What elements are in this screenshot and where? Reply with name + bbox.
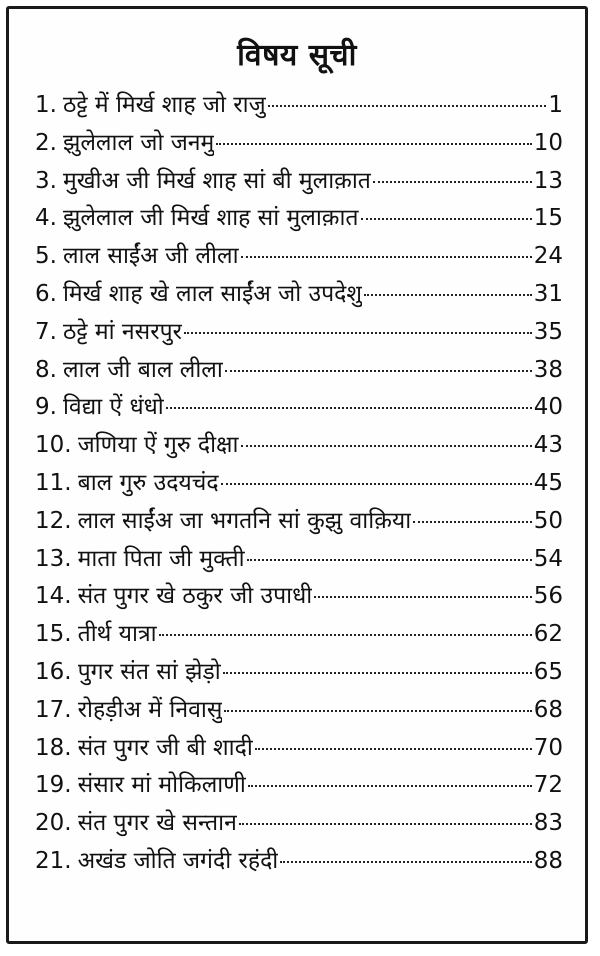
toc-entry <box>35 389 563 427</box>
toc-entry-number: 5. <box>35 243 57 270</box>
toc-entry-page-number: 72 <box>533 772 563 799</box>
toc-entry-page-number: 24 <box>533 243 563 270</box>
toc-entry <box>35 578 563 616</box>
toc-entry-title: झुलेलाल जी मिर्ख शाह सां मुलाक़ात <box>62 205 359 232</box>
toc-entry-leader-dots <box>223 671 532 674</box>
toc-entry-page-number: 62 <box>533 621 563 648</box>
toc-entry-leader-dots <box>373 180 532 183</box>
toc-entry <box>35 276 563 314</box>
toc-entry <box>35 87 563 125</box>
toc-entry-number: 15. <box>35 621 72 648</box>
toc-entry-leader-dots <box>241 444 532 447</box>
toc-entry-number: 14. <box>35 583 72 610</box>
toc-entry-title: लाल जी बाल लीला <box>62 356 223 383</box>
toc-entry-leader-dots <box>225 369 532 372</box>
toc-entry-title: मिर्ख शाह खे लाल साईंअ जो उपदेशु <box>62 280 363 307</box>
toc-entry-title: तीर्थ यात्रा <box>77 621 157 648</box>
toc-entry <box>35 503 563 541</box>
toc-entry-title: संत पुगर जी बी शादी <box>77 734 253 761</box>
toc-entry <box>35 200 563 238</box>
toc-title: विषय सूची <box>237 38 357 73</box>
toc-entry-leader-dots <box>248 784 532 787</box>
toc-entry <box>35 767 563 805</box>
toc-entry-leader-dots <box>413 520 532 523</box>
toc-entry-number: 18. <box>35 734 72 761</box>
toc-entry-page-number: 43 <box>533 432 563 459</box>
toc-entry-number: 13. <box>35 545 72 572</box>
toc-entry-leader-dots <box>216 142 531 145</box>
toc-entry-title: लाल साईंअ जी लीला <box>62 243 239 270</box>
toc-entry <box>35 352 563 390</box>
toc-entry <box>35 616 563 654</box>
toc-entry <box>35 314 563 352</box>
toc-entry-number: 12. <box>35 507 72 534</box>
toc-entry-page-number: 68 <box>533 696 563 723</box>
toc-entry-number: 3. <box>35 167 57 194</box>
toc-entry-number: 1. <box>35 92 57 118</box>
toc-entry-title: रोहड़ीअ में निवासु <box>77 696 223 723</box>
toc-entry-page-number: 88 <box>533 847 563 874</box>
toc-entry-number: 7. <box>35 318 57 345</box>
toc-entry-number: 9. <box>35 394 57 421</box>
toc-entry-number: 16. <box>35 658 72 685</box>
toc-entry-page-number: 35 <box>533 318 563 345</box>
toc-entry <box>35 692 563 730</box>
toc-entry-number: 11. <box>35 469 72 496</box>
toc-entry-leader-dots <box>159 633 532 636</box>
toc-entry-page-number: 50 <box>533 507 563 534</box>
toc-entry-leader-dots <box>364 293 532 296</box>
toc-entry <box>35 843 563 881</box>
toc-entry-leader-dots <box>247 558 532 561</box>
toc-entry-title: अखंड जोति जगंदी रहंदी <box>77 847 279 874</box>
toc-entry-page-number: 10 <box>533 129 563 156</box>
toc-entry-title: बाल गुरु उदयचंद <box>77 469 219 496</box>
toc-entry-page-number: 45 <box>533 469 563 496</box>
toc-entry-number: 20. <box>35 810 72 837</box>
toc-entry <box>35 541 563 579</box>
toc-entry-title: मुखीअ जी मिर्ख शाह सां बी मुलाक़ात <box>62 167 371 194</box>
toc-entry-page-number: 1 <box>548 92 563 118</box>
toc-entry-title: झुलेलाल जो जनमु <box>62 129 215 156</box>
toc-entry-number: 10. <box>35 432 72 459</box>
toc-entry-title: विद्या ऐं धंधो <box>62 394 164 421</box>
toc-entry-leader-dots <box>361 217 532 220</box>
toc-entry-leader-dots <box>166 406 532 409</box>
toc-entry <box>35 427 563 465</box>
toc-entry-page-number: 65 <box>533 658 563 685</box>
toc-entry-number: 21. <box>35 847 72 874</box>
toc-entry-page-number: 83 <box>533 810 563 837</box>
toc-entry-title: संत पुगर खे ठकुर जी उपाधी <box>77 583 313 610</box>
toc-entry <box>35 730 563 768</box>
toc-entry-page-number: 31 <box>533 280 563 307</box>
toc-entry-page-number: 15 <box>533 205 563 232</box>
toc-entry-number: 2. <box>35 129 57 156</box>
toc-entry-leader-dots <box>224 709 531 712</box>
page-frame <box>6 6 588 944</box>
toc-entry <box>35 805 563 843</box>
toc-list <box>35 87 563 881</box>
toc-entry-title: पुगर संत सां झेड़ो <box>77 658 221 685</box>
toc-entry-leader-dots <box>268 104 547 107</box>
toc-entry-leader-dots <box>280 860 531 863</box>
toc-entry-leader-dots <box>221 482 532 485</box>
toc-entry-number: 6. <box>35 280 57 307</box>
toc-entry-leader-dots <box>239 822 532 825</box>
toc-entry-title: संत पुगर खे सन्तान <box>77 810 237 837</box>
toc-entry-number: 8. <box>35 356 57 383</box>
toc-entry <box>35 163 563 201</box>
toc-entry-title: संसार मां मोकिलाणी <box>77 772 246 799</box>
toc-entry-leader-dots <box>184 331 532 334</box>
toc-entry-page-number: 38 <box>533 356 563 383</box>
toc-entry-page-number: 13 <box>533 167 563 194</box>
toc-entry <box>35 125 563 163</box>
toc-entry-leader-dots <box>314 595 532 598</box>
toc-entry-title: ठट्टे मां नसरपुर <box>62 318 183 345</box>
toc-entry-number: 17. <box>35 696 72 723</box>
toc-entry-title: ठट्टे में मिर्ख शाह जो राजु <box>62 92 266 118</box>
toc-entry-page-number: 70 <box>533 734 563 761</box>
toc-entry-page-number: 40 <box>533 394 563 421</box>
toc-entry-leader-dots <box>255 747 532 750</box>
toc-entry-title: जणिया ऐं गुरु दीक्षा <box>77 432 239 459</box>
toc-entry <box>35 465 563 503</box>
toc-entry-page-number: 54 <box>533 545 563 572</box>
toc-entry-page-number: 56 <box>533 583 563 610</box>
toc-entry <box>35 238 563 276</box>
toc-entry-number: 19. <box>35 772 72 799</box>
toc-entry-leader-dots <box>241 255 532 258</box>
toc-entry-title: लाल साईंअ जा भगतनि सां कुझु वाक़िया <box>77 507 412 534</box>
toc-entry-title: माता पिता जी मुक्ती <box>77 545 245 572</box>
toc-entry-number: 4. <box>35 205 57 232</box>
toc-entry <box>35 654 563 692</box>
